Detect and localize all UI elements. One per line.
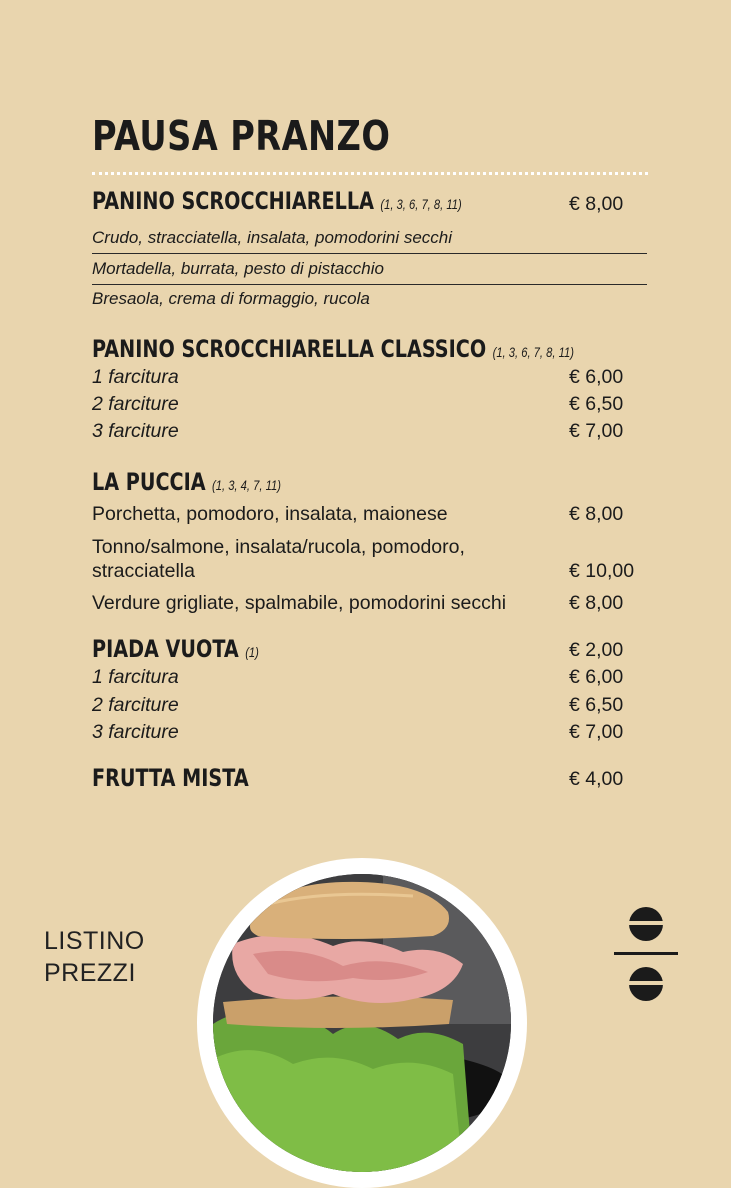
allergens: (1, 3, 6, 7, 8, 11): [492, 344, 574, 360]
price: € 6,00: [569, 366, 624, 388]
menu-item: Crudo, stracciatella, insalata, pomodorini secchi: [92, 228, 453, 247]
section-scrocchiarella-title: [92, 189, 462, 213]
menu-item: 1 farcitura: [92, 366, 179, 388]
item-separator: [92, 253, 647, 254]
dotted-divider: [92, 172, 648, 175]
menu-item: Bresaola, crema di formaggio, rucola: [92, 289, 370, 308]
price: € 2,00: [569, 639, 624, 661]
menu-item: 2 farciture: [92, 694, 179, 716]
section-name: PANINO SCROCCHIARELLA CLASSICO: [92, 335, 487, 363]
section-name: PANINO SCROCCHIARELLA: [92, 187, 374, 215]
divide-symbol-logo: [612, 904, 682, 1004]
allergens: (1): [245, 644, 259, 660]
sandwich-photo: [213, 874, 511, 1172]
footer-line: LISTINO: [44, 927, 145, 955]
allergens: (1, 3, 6, 7, 8, 11): [380, 196, 462, 212]
menu-item: Porchetta, pomodoro, insalata, maionese: [92, 503, 448, 525]
price: € 8,00: [569, 193, 624, 215]
price: € 7,00: [569, 420, 624, 442]
page-title: PAUSA PRANZO: [92, 112, 391, 160]
sandwich-illustration: [213, 874, 511, 1172]
menu-item: 3 farciture: [92, 420, 179, 442]
price: € 6,50: [569, 393, 624, 415]
menu-item: 3 farciture: [92, 721, 179, 743]
section-piada-title: [92, 637, 259, 661]
price: € 6,00: [569, 666, 624, 688]
price: € 4,00: [569, 768, 624, 790]
menu-item: 1 farcitura: [92, 666, 179, 688]
price: € 6,50: [569, 694, 624, 716]
footer-line: PREZZI: [44, 959, 136, 987]
menu-item-continued: stracciatella: [92, 560, 195, 582]
price: € 10,00: [569, 560, 635, 582]
menu-item: Mortadella, burrata, pesto di pistacchio: [92, 259, 384, 278]
price: € 8,00: [569, 503, 624, 525]
listino-prezzi-label: [44, 925, 145, 989]
price: € 8,00: [569, 592, 624, 614]
menu-item: Tonno/salmone, insalata/rucola, pomodoro,: [92, 536, 465, 558]
allergens: (1, 3, 4, 7, 11): [212, 477, 281, 493]
section-classico-title: [92, 337, 574, 361]
menu-item: Verdure grigliate, spalmabile, pomodorini secchi: [92, 592, 507, 614]
menu-item: 2 farciture: [92, 393, 179, 415]
item-separator: [92, 284, 647, 285]
section-frutta-title: FRUTTA MISTA: [92, 764, 249, 792]
price: € 7,00: [569, 721, 624, 743]
section-name: PIADA VUOTA: [92, 635, 239, 663]
section-name: LA PUCCIA: [92, 468, 206, 496]
section-puccia-title: [92, 470, 281, 494]
